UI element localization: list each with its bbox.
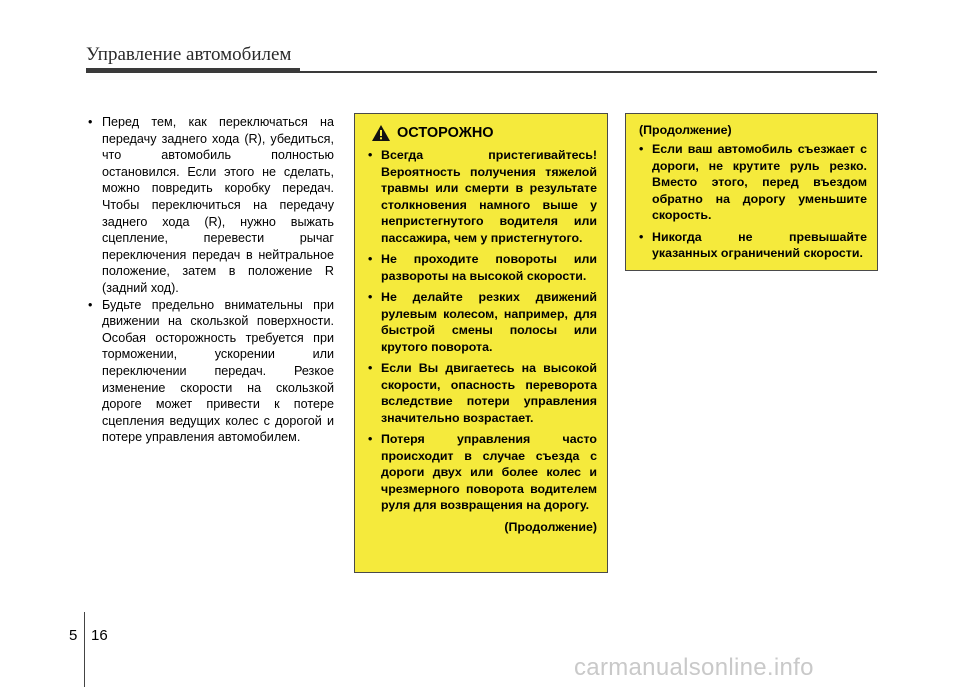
list-item: • Будьте предельно внимательны при движении на скользкой поверхности. Особая осторожность требуется при торможении, ускорении или переключении передач. Резкое изменение скорости на скользкой дороге может привести к потере сцепления ведущих колес с дорогой и потере управления автомобилем. <box>86 297 334 446</box>
list-item: • Если ваш автомобиль съезжает с дороги, не крутите руль резко. Вместо этого, перед въездом обратно на дорогу уменьшите скорость. <box>636 141 867 224</box>
page-header-title: Управление автомобилем <box>86 44 292 65</box>
warning-box <box>354 113 608 573</box>
continued-note: (Продолжение) <box>504 519 597 534</box>
header-rule-thick <box>86 68 300 73</box>
list-item: • Потеря управления часто происходит в случае съезда с дороги двух или более колес и чрезмерного поворота водителем руля для возвращения на дорогу. <box>365 431 597 514</box>
warning-header <box>365 124 597 142</box>
list-item: • Всегда пристегивайтесь! Вероятность получения тяжелой травмы или смерти в результате столкновения намного выше у непристегнутого водителя или пассажира, чем у пристегнутого. <box>365 147 597 246</box>
left-column-text <box>86 114 334 446</box>
left-bullet-list <box>86 114 334 446</box>
watermark: carmanualsonline.info <box>574 654 814 681</box>
list-item: • Не делайте резких движений рулевым колесом, например, для быстрой смены полосы или крутого поворота. <box>365 289 597 355</box>
warning-list <box>365 147 597 514</box>
footer-divider <box>84 612 85 687</box>
list-item: • Если Вы двигаетесь на высокой скорости, опасность переворота вследствие потери управления значительно возрастает. <box>365 360 597 426</box>
continued-warning-box <box>625 113 878 271</box>
list-item: • Никогда не превышайте указанных ограничений скорости. <box>636 229 867 262</box>
page-number: 16 <box>91 627 108 644</box>
warning-title: ОСТОРОЖНО <box>397 125 494 141</box>
continued-label: (Продолжение) <box>639 123 732 137</box>
warning-triangle-icon <box>371 124 391 142</box>
header-rule-thin <box>300 71 877 73</box>
chapter-number: 5 <box>69 627 78 644</box>
list-item: • Не проходите повороты или развороты на высокой скорости. <box>365 251 597 284</box>
list-item: • Перед тем, как переключаться на передачу заднего хода (R), убедиться, что автомобиль полностью остановился. Если этого не сделать, можно повредить коробку передач. Чтобы переключиться на передачу заднего хода (R), нужно выжать сцепление, перевести рычаг переключения передач в нейтральное положение, затем в положение R (задний ход). <box>86 114 334 297</box>
continued-list <box>636 141 867 262</box>
